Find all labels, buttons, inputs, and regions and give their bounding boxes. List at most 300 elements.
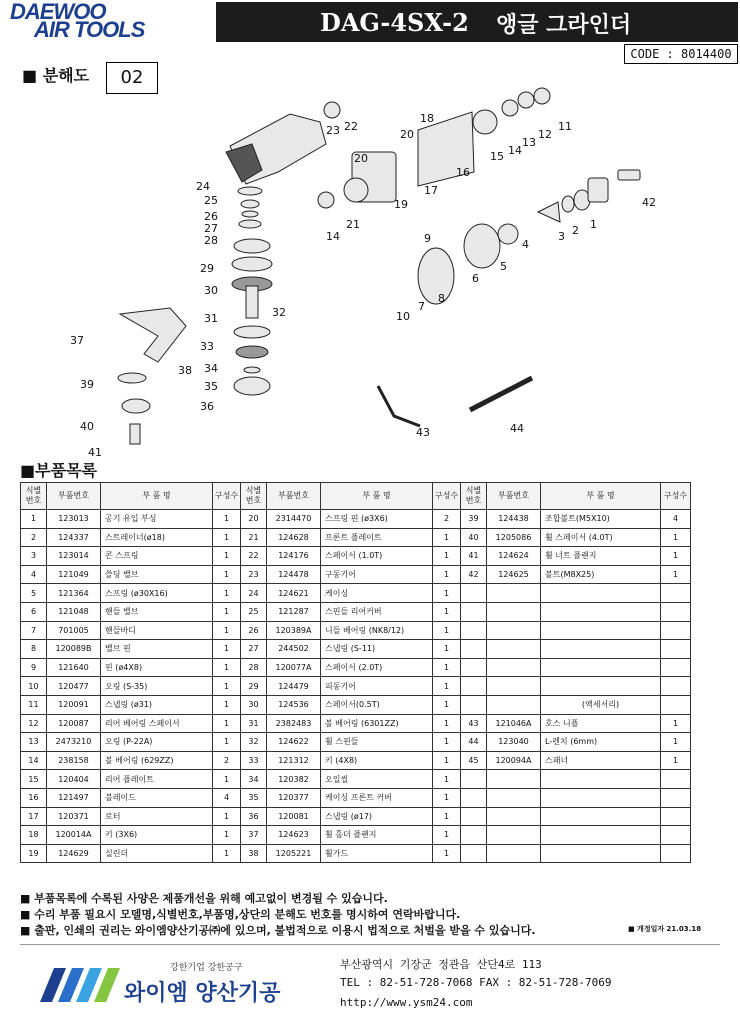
accessory-label: (액세서리) [541, 695, 661, 714]
parts-list-heading: ■부품목록 [20, 461, 97, 480]
table-cell: 1 [213, 695, 241, 714]
table-cell: 1 [213, 807, 241, 826]
table-cell: 밸브 핀 [101, 640, 213, 659]
callout: 9 [424, 232, 431, 245]
callout: 33 [200, 340, 214, 353]
table-header-cell: 부품번호 [47, 483, 101, 510]
table-row [21, 602, 691, 621]
table-cell: 6 [21, 602, 47, 621]
table-cell: 1 [433, 584, 461, 603]
table-row [21, 770, 691, 789]
table-cell: 121312 [267, 751, 321, 770]
table-row [21, 677, 691, 696]
table-cell: 1 [433, 677, 461, 696]
table-cell: 1 [433, 714, 461, 733]
table-cell: 21 [241, 528, 267, 547]
table-cell: 1 [433, 695, 461, 714]
exploded-view-diagram [20, 86, 720, 456]
table-cell: 120371 [47, 807, 101, 826]
table-row [21, 510, 691, 529]
front-plate-21 [344, 178, 368, 202]
table-cell: 701005 [47, 621, 101, 640]
table-cell: 121049 [47, 565, 101, 584]
table-cell: L-렌치 (6mm) [541, 733, 661, 752]
table-cell: 스페이서 (1.0T) [321, 547, 433, 566]
table-cell: 121497 [47, 788, 101, 807]
table-cell: 120477 [47, 677, 101, 696]
table-cell: 13 [21, 733, 47, 752]
table-cell: 33 [241, 751, 267, 770]
note-spec-change: ■ 부품목록에 수록된 사양은 제품개선을 위해 예고없이 변경될 수 있습니다. [20, 892, 388, 905]
table-cell: 1 [661, 714, 691, 733]
table-cell: 238158 [47, 751, 101, 770]
table-cell: 공기 유입 부싱 [101, 510, 213, 529]
table-cell: 40 [461, 528, 487, 547]
callout: 17 [424, 184, 438, 197]
table-cell: 19 [21, 844, 47, 863]
callout: 15 [490, 150, 504, 163]
table-row [21, 547, 691, 566]
table-cell: 1 [661, 733, 691, 752]
bearing-14b [502, 100, 518, 116]
table-cell [661, 677, 691, 696]
model-number: DAG-4SX-2 [320, 8, 469, 37]
table-cell: 7 [21, 621, 47, 640]
table-cell: 124629 [47, 844, 101, 863]
table-cell: 1 [433, 788, 461, 807]
table-cell: 17 [21, 807, 47, 826]
callout: 28 [204, 234, 218, 247]
callout: 13 [522, 136, 536, 149]
table-header-cell: 부 품 명 [321, 483, 433, 510]
table-cell: 리어 베어링 스페이서 [101, 714, 213, 733]
table-row [21, 788, 691, 807]
table-cell [461, 807, 487, 826]
handle-valve-6 [464, 224, 500, 268]
table-cell: 35 [241, 788, 267, 807]
table-cell: 124625 [487, 565, 541, 584]
table-row [21, 733, 691, 752]
callout: 44 [510, 422, 524, 435]
table-cell: 1 [433, 640, 461, 659]
table-cell [487, 788, 541, 807]
parts-table [20, 482, 691, 863]
table-cell: 1 [433, 528, 461, 547]
spindle-32 [246, 286, 258, 318]
table-cell: 1 [213, 658, 241, 677]
table-cell: 1 [433, 658, 461, 677]
table-cell [661, 826, 691, 845]
table-header-cell: 식별 번호 [241, 483, 267, 510]
table-cell: 리어 플레이트 [101, 770, 213, 789]
table-cell: 12 [21, 714, 47, 733]
table-cell: 25 [241, 602, 267, 621]
table-cell: 120081 [267, 807, 321, 826]
table-cell: 1 [433, 751, 461, 770]
table-cell: 124623 [267, 826, 321, 845]
table-cell: 23 [241, 565, 267, 584]
table-cell: 18 [21, 826, 47, 845]
callout: 24 [196, 180, 210, 193]
callout: 14 [508, 144, 522, 157]
table-cell: 124438 [487, 510, 541, 529]
table-cell: 20 [241, 510, 267, 529]
table-cell [661, 770, 691, 789]
table-cell [541, 807, 661, 826]
table-row [21, 565, 691, 584]
table-cell [487, 826, 541, 845]
table-cell [661, 844, 691, 863]
table-cell [487, 640, 541, 659]
table-cell: 124624 [487, 547, 541, 566]
table-cell: 244502 [267, 640, 321, 659]
table-header-cell: 구성수 [433, 483, 461, 510]
table-cell: 1 [213, 565, 241, 584]
table-cell: 케이싱 프론트 커버 [321, 788, 433, 807]
table-cell: 120077A [267, 658, 321, 677]
note-copyright: ■ 출판, 인쇄의 권리는 와이엠양산기공㈜에 있으며, 불법적으로 이용시 법적으로 처벌을 받을 수 있습니다. [20, 924, 536, 937]
table-cell: 키 (3X6) [101, 826, 213, 845]
table-cell: 1 [213, 733, 241, 752]
callout: 19 [394, 198, 408, 211]
table-cell: 오링 (S-35) [101, 677, 213, 696]
table-cell [461, 770, 487, 789]
table-cell: 로터 [101, 807, 213, 826]
table-cell: 16 [21, 788, 47, 807]
callout: 31 [204, 312, 218, 325]
callout: 6 [472, 272, 479, 285]
table-cell: 키 (4X8) [321, 751, 433, 770]
table-header-cell: 식별 번호 [21, 483, 47, 510]
table-row [21, 528, 691, 547]
table-cell: 블레이드 [101, 788, 213, 807]
callout: 4 [522, 238, 529, 251]
table-cell: 120404 [47, 770, 101, 789]
title-bar [216, 2, 738, 42]
callout: 36 [200, 400, 214, 413]
table-cell: 스트레이너(ø18) [101, 528, 213, 547]
table-row [21, 751, 691, 770]
table-cell: 45 [461, 751, 487, 770]
callout: 42 [642, 196, 656, 209]
table-header-cell: 부품번호 [487, 483, 541, 510]
table-cell: 1 [661, 565, 691, 584]
table-row [21, 844, 691, 863]
table-cell: 1 [213, 547, 241, 566]
table-cell: 2382483 [267, 714, 321, 733]
table-cell: 1 [213, 826, 241, 845]
table-cell: 스프링 (ø30X16) [101, 584, 213, 603]
company-name: 와이엠 양산기공 [124, 981, 281, 1006]
table-cell: 120014A [47, 826, 101, 845]
table-cell: 스냅링 (S-11) [321, 640, 433, 659]
bolt-42 [130, 424, 140, 444]
table-cell: 1 [433, 770, 461, 789]
table-cell: 2 [433, 510, 461, 529]
spring-5 [498, 224, 518, 244]
table-header-cell: 부 품 명 [541, 483, 661, 510]
table-cell: 니들 베어링 (NK8/12) [321, 621, 433, 640]
callout: 41 [88, 446, 102, 456]
table-cell [487, 695, 541, 714]
table-cell: 2473210 [47, 733, 101, 752]
cover-35 [236, 346, 268, 358]
table-cell [661, 658, 691, 677]
table-cell: 프론트 플레이트 [321, 528, 433, 547]
table-cell: 1 [661, 751, 691, 770]
callout: 21 [346, 218, 360, 231]
table-cell: 스패너 [541, 751, 661, 770]
snapring-36 [244, 367, 260, 373]
table-cell [541, 788, 661, 807]
table-cell: 휠가드 [321, 844, 433, 863]
table-cell [541, 584, 661, 603]
table-cell [541, 640, 661, 659]
table-cell [541, 826, 661, 845]
page-number: 02 [106, 62, 158, 94]
table-cell: 오일씰 [321, 770, 433, 789]
table-row [21, 807, 691, 826]
table-cell [461, 658, 487, 677]
callout: 8 [438, 292, 445, 305]
table-header-cell: 부 품 명 [101, 483, 213, 510]
table-cell: 120089B [47, 640, 101, 659]
callout: 10 [396, 310, 410, 323]
table-cell: 4 [661, 510, 691, 529]
callout: 5 [500, 260, 507, 273]
table-cell: 10 [21, 677, 47, 696]
table-cell: 1 [433, 733, 461, 752]
callout: 32 [272, 306, 286, 319]
table-cell: 124622 [267, 733, 321, 752]
callout: 37 [70, 334, 84, 347]
table-header-cell: 식별 번호 [461, 483, 487, 510]
table-cell: 볼트(M8X25) [541, 565, 661, 584]
table-cell: 4 [21, 565, 47, 584]
table-cell: 1 [661, 547, 691, 566]
table-cell: 121364 [47, 584, 101, 603]
table-cell: 휠 너트 플랜지 [541, 547, 661, 566]
table-cell: 스페이서 (2.0T) [321, 658, 433, 677]
table-cell [661, 807, 691, 826]
table-cell: 2 [21, 528, 47, 547]
table-cell [461, 640, 487, 659]
table-cell: 124478 [267, 565, 321, 584]
table-cell: 핸들바디 [101, 621, 213, 640]
table-cell [487, 844, 541, 863]
table-cell: 1 [433, 807, 461, 826]
note-repair-contact: ■ 수리 부품 필요시 모델명,식별번호,부품명,상단의 분해도 번호를 명시하여 연락바랍니다. [20, 908, 461, 921]
table-cell: 스냅링 (ø17) [321, 807, 433, 826]
table-cell [661, 584, 691, 603]
table-cell: 22 [241, 547, 267, 566]
table-cell [487, 602, 541, 621]
table-cell: 실린더 [101, 844, 213, 863]
table-cell: 37 [241, 826, 267, 845]
table-cell: 34 [241, 770, 267, 789]
table-cell: 39 [461, 510, 487, 529]
table-cell [661, 788, 691, 807]
table-cell: 29 [241, 677, 267, 696]
table-cell: 휠 홀더 플랜지 [321, 826, 433, 845]
table-cell [541, 658, 661, 677]
table-cell: 볼 베어링 (629ZZ) [101, 751, 213, 770]
callout: 2 [572, 224, 579, 237]
spacer-40 [118, 373, 146, 383]
table-cell: 15 [21, 770, 47, 789]
spanner-45 [470, 378, 532, 410]
table-cell: 120377 [267, 788, 321, 807]
table-cell [461, 826, 487, 845]
callout: 43 [416, 426, 430, 439]
callout: 14 [326, 230, 340, 243]
revision-date: ■ 개정일자 21.03.18 [628, 925, 702, 933]
table-cell: 피동기어 [321, 677, 433, 696]
table-cell: 27 [241, 640, 267, 659]
table-cell: 쓸딩 밸브 [101, 565, 213, 584]
ring-28 [239, 220, 261, 228]
table-cell: 121640 [47, 658, 101, 677]
table-cell: 121046A [487, 714, 541, 733]
table-row [21, 826, 691, 845]
table-cell: 스냅링 (ø31) [101, 695, 213, 714]
table-cell: 1 [213, 714, 241, 733]
callout: 40 [80, 420, 94, 433]
table-cell: 124176 [267, 547, 321, 566]
table-cell: 124628 [267, 528, 321, 547]
table-cell [541, 621, 661, 640]
company-phone-fax: TEL : 82-51-728-7068 FAX : 82-51-728-7069 [340, 976, 612, 989]
company-website[interactable]: http://www.ysm24.com [340, 996, 473, 1009]
table-cell [541, 602, 661, 621]
bushing-1 [588, 178, 608, 202]
table-cell: 휠 스핀들 [321, 733, 433, 752]
company-logo-icon [40, 968, 120, 1004]
nipple-43 [618, 170, 640, 180]
ring-25 [238, 187, 262, 195]
handle-body-7 [418, 248, 454, 304]
table-cell: 121048 [47, 602, 101, 621]
callout: 39 [80, 378, 94, 391]
product-code: CODE : 8014400 [624, 44, 738, 64]
table-cell: 124479 [267, 677, 321, 696]
table-cell [461, 621, 487, 640]
table-cell: 호스 니플 [541, 714, 661, 733]
table-cell [487, 658, 541, 677]
callout: 20 [354, 152, 368, 165]
table-cell [541, 677, 661, 696]
table-cell: 1 [433, 621, 461, 640]
callout: 26 [204, 210, 218, 223]
table-cell: 1 [213, 844, 241, 863]
table-cell [661, 621, 691, 640]
ring-26 [241, 200, 259, 208]
l-wrench-44 [378, 386, 420, 426]
table-cell [541, 844, 661, 863]
table-cell: 1 [213, 528, 241, 547]
table-cell [541, 770, 661, 789]
table-cell: 3 [21, 547, 47, 566]
table-cell: 42 [461, 565, 487, 584]
callout: 20 [400, 128, 414, 141]
table-cell: 41 [461, 547, 487, 566]
callout: 29 [200, 262, 214, 275]
table-cell: 핸들 밸브 [101, 602, 213, 621]
table-cell: 32 [241, 733, 267, 752]
table-cell [461, 844, 487, 863]
callout: 30 [204, 284, 218, 297]
table-cell [487, 770, 541, 789]
wheel-guard-38 [120, 308, 186, 362]
table-cell: 120389A [267, 621, 321, 640]
table-cell: 24 [241, 584, 267, 603]
ring-27 [242, 211, 258, 217]
disassembly-label: ■ 분해도 [22, 66, 90, 85]
table-cell: 5 [21, 584, 47, 603]
table-cell: 1 [213, 640, 241, 659]
table-cell: 30 [241, 695, 267, 714]
table-cell: 휠 스페이서 (4.0T) [541, 528, 661, 547]
table-cell: 1 [433, 844, 461, 863]
table-cell: 1 [433, 602, 461, 621]
spacer-12 [534, 88, 550, 104]
table-cell: 124536 [267, 695, 321, 714]
company-slogan: 강한기업 강한공구 [170, 963, 243, 973]
gear-23 [324, 102, 340, 118]
table-cell: 콘 스프링 [101, 547, 213, 566]
table-cell [487, 677, 541, 696]
brand-logo-line1: DAEWOO [10, 0, 106, 24]
table-cell [461, 788, 487, 807]
table-cell: 1 [213, 770, 241, 789]
table-cell: 8 [21, 640, 47, 659]
table-header-cell: 구성수 [213, 483, 241, 510]
table-cell: 9 [21, 658, 47, 677]
callout: 18 [420, 112, 434, 125]
table-cell [461, 695, 487, 714]
table-cell: 1 [661, 528, 691, 547]
product-name: 앵글 그라인더 [496, 13, 632, 38]
callout: 7 [418, 300, 425, 313]
table-cell: 볼 베어링 (6301ZZ) [321, 714, 433, 733]
table-cell: 스핀들 리어커버 [321, 602, 433, 621]
flange-37 [234, 377, 270, 395]
table-header-cell: 구성수 [661, 483, 691, 510]
table-cell: 44 [461, 733, 487, 752]
table-cell: 123014 [47, 547, 101, 566]
table-cell: 스프링 핀 (ø3X6) [321, 510, 433, 529]
callout: 12 [538, 128, 552, 141]
table-row [21, 714, 691, 733]
callout: 23 [326, 124, 340, 137]
table-row [21, 640, 691, 659]
table-cell: 스페이서(0.5T) [321, 695, 433, 714]
table-cell: 1205221 [267, 844, 321, 863]
callout: 38 [178, 364, 192, 377]
table-row [21, 621, 691, 640]
table-cell: 2314470 [267, 510, 321, 529]
callout: 3 [558, 230, 565, 243]
table-cell: 28 [241, 658, 267, 677]
table-cell: 오링 (P-22A) [101, 733, 213, 752]
table-cell: 38 [241, 844, 267, 863]
callout: 35 [204, 380, 218, 393]
table-cell [487, 621, 541, 640]
table-cell: 123013 [47, 510, 101, 529]
gear-29 [234, 239, 270, 253]
cone-spring-3 [562, 196, 574, 212]
callout: 25 [204, 194, 218, 207]
